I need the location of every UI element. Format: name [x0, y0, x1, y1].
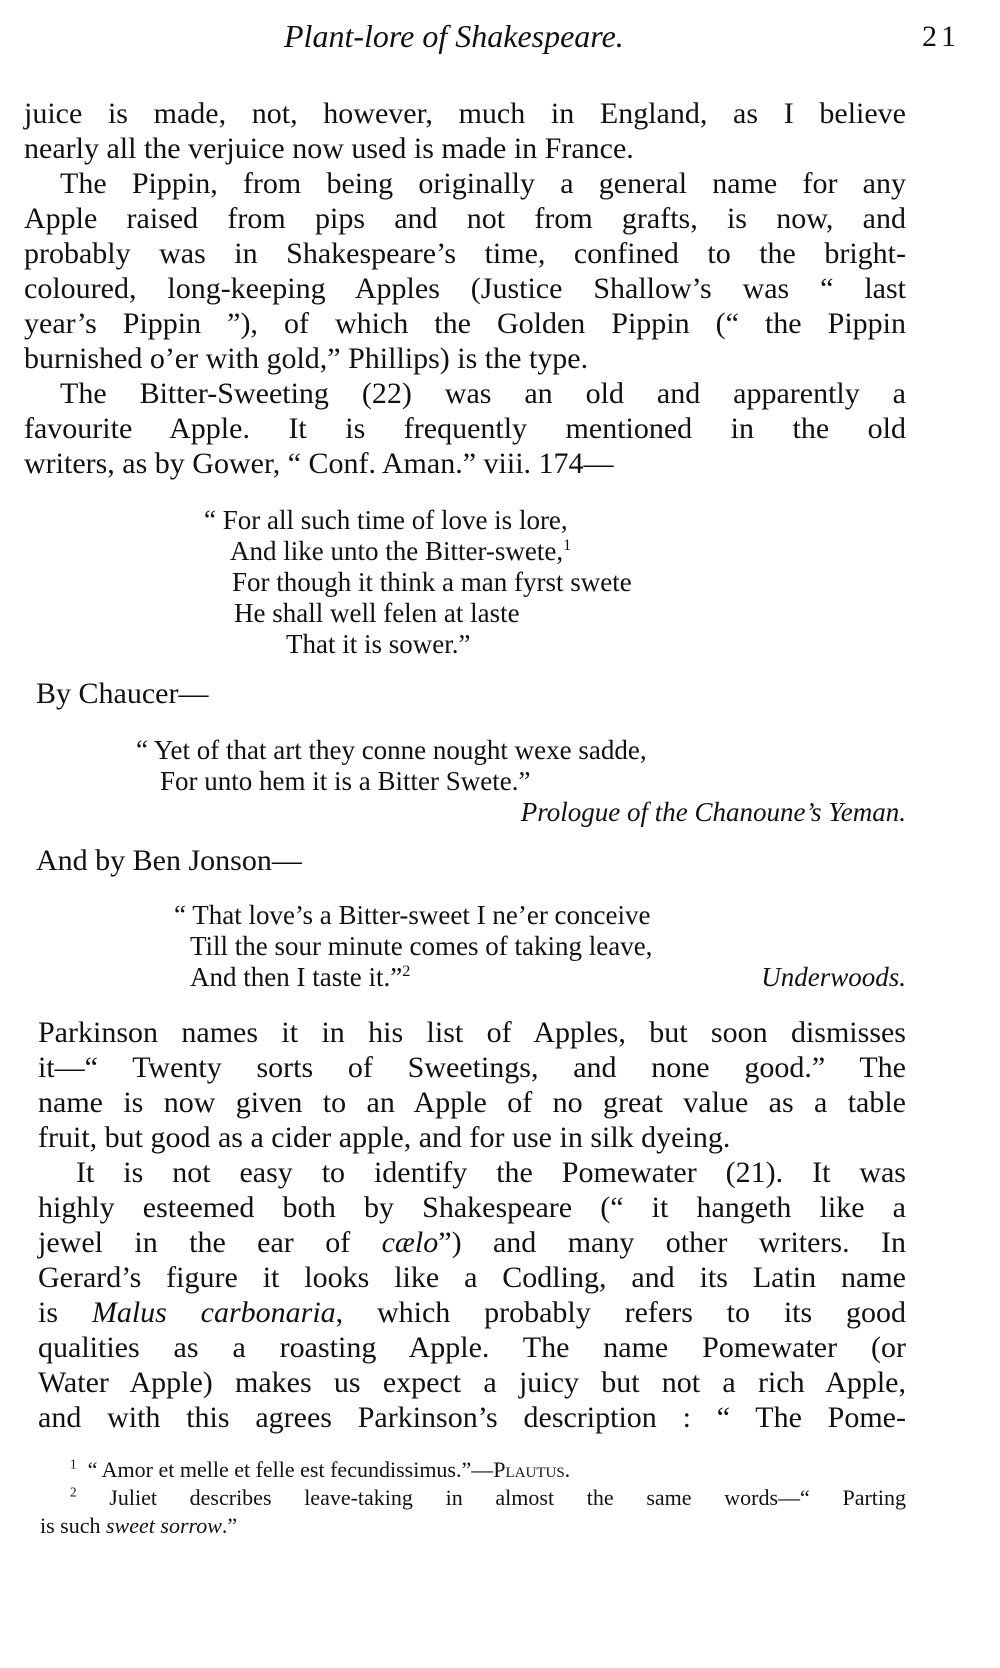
text-line: The Pippin, from being originally a general name for any [60, 167, 906, 200]
italic-term: cælo [381, 1226, 439, 1259]
verse-line: “ For all such time of love is lore, [204, 505, 568, 535]
text-line: highly esteemed both by Shakespeare (“ it hangeth like a [38, 1191, 906, 1224]
footnote-ref[interactable]: 1 [563, 536, 572, 554]
italic-term: sweet sorrow [106, 1513, 222, 1538]
text-line: Gerard’s figure it looks like a Codling, and its Latin name [38, 1261, 906, 1294]
text-line: Water Apple) makes us expect a juicy but not a rich Apple, [38, 1366, 906, 1399]
text-line: it—“ Twenty sorts of Sweetings, and none good.” The [38, 1051, 906, 1084]
text-line: Parkinson names it in his list of Apples, but soon dismisses [38, 1016, 906, 1049]
text-span: ”) and many other writers. In [438, 1226, 906, 1259]
text-line: The Bitter-Sweeting (22) was an old and apparently a [60, 377, 906, 410]
footnote-2 [70, 1484, 906, 1512]
verse-line: “ That love’s a Bitter-sweet I ne’er conceive [174, 900, 651, 930]
text-line: It is not easy to identify the Pomewater (21). It was [76, 1156, 906, 1189]
verse-line [230, 535, 571, 567]
footnote-author: Plautus. [493, 1457, 571, 1482]
footnote-1 [70, 1456, 570, 1484]
jonson-intro: And by Ben Jonson— [36, 844, 302, 877]
text-span: jewel in the ear of [38, 1226, 382, 1259]
text-line [38, 1225, 906, 1261]
verse-text: And then I taste it.” [190, 962, 403, 992]
footnote-mark: 1 [70, 1456, 77, 1472]
source-citation: Prologue of the Chanoune’s Yeman. [520, 797, 906, 827]
text-line: Apple raised from pips and not from grafts, is now, and [24, 202, 906, 235]
footnote-text: is such [40, 1513, 106, 1538]
chaucer-intro: By Chaucer— [36, 677, 209, 710]
footnote-text: Juliet describes leave-taking in almost the same words—“ Parting [109, 1485, 907, 1510]
footnote-ref[interactable]: 2 [402, 962, 411, 980]
footnote-text: “ Amor et melle et felle est fecundissimus.”— [87, 1457, 494, 1482]
text-line: probably was in Shakespeare’s time, confined to the bright- [24, 237, 906, 270]
text-line: favourite Apple. It is frequently mentioned in the old [24, 412, 906, 445]
text-line: year’s Pippin ”), of which the Golden Pippin (“ the Pippin [24, 307, 906, 340]
text-line [38, 1295, 906, 1331]
text-line: writers, as by Gower, “ Conf. Aman.” viii. 174— [24, 447, 614, 480]
footnote-text: .” [221, 1513, 238, 1538]
footnote-2-continued [40, 1512, 237, 1540]
verse-line: That it is sower.” [286, 629, 471, 659]
text-line: qualities as a roasting Apple. The name Pomewater (or [38, 1331, 906, 1364]
verse-line: Till the sour minute comes of taking leave, [190, 931, 653, 961]
text-line: and with this agrees Parkinson’s description : “ The Pome- [38, 1401, 906, 1434]
text-span: , which probably refers to its good [335, 1296, 907, 1329]
text-line: nearly all the verjuice now used is made in France. [24, 132, 634, 165]
running-title: Plant-lore of Shakespeare. [284, 18, 624, 54]
italic-term: Malus carbonaria [91, 1296, 336, 1329]
verse-line: “ Yet of that art they conne nought wexe sadde, [136, 735, 647, 765]
text-line: coloured, long-keeping Apples (Justice Shallow’s was “ last [24, 272, 906, 305]
verse-line: For unto hem it is a Bitter Swete.” [160, 766, 531, 796]
verse-line: He shall well felen at laste [234, 598, 520, 628]
footnote-mark: 2 [70, 1484, 77, 1500]
text-line: fruit, but good as a cider apple, and for use in silk dyeing. [38, 1121, 731, 1154]
text-line: juice is made, not, however, much in England, as I believe [24, 97, 906, 130]
verse-text: And like unto the Bitter-swete, [230, 536, 564, 566]
source-citation: Underwoods. [761, 962, 906, 992]
verse-line [190, 961, 410, 993]
page-number: 21 [922, 20, 960, 53]
verse-line: For though it think a man fyrst swete [232, 567, 632, 597]
text-span: is [38, 1296, 92, 1329]
text-line: name is now given to an Apple of no great value as a table [38, 1086, 906, 1119]
text-line: burnished o’er with gold,” Phillips) is the type. [24, 342, 589, 375]
